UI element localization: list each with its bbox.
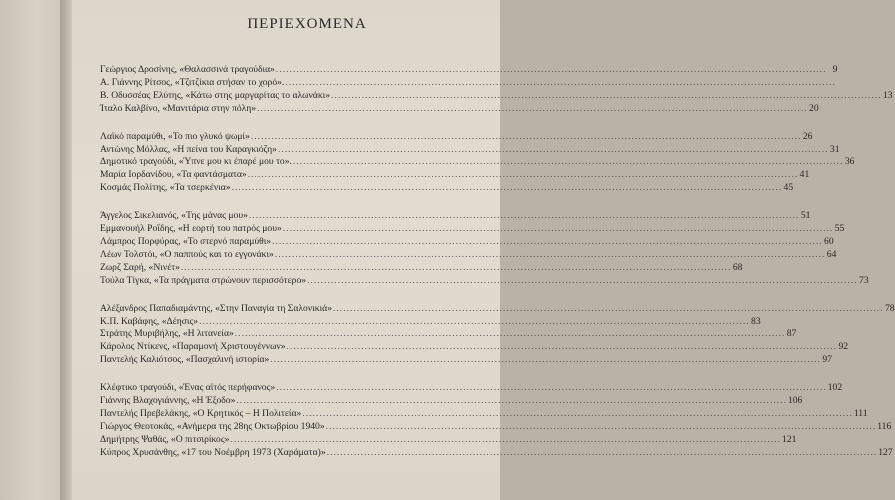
leader-dots [293,156,844,169]
toc-section-5 [100,382,893,459]
toc-entry-title: Κάρολος Ντίκενς, «Παραμονή Χριστουγέννων» [100,341,286,353]
left-page-edge [0,0,62,500]
toc-entry-title: Τούλα Τίγκα, «Τα πράγματα στρώνουν περισσότερο» [100,274,307,286]
toc-entry-title: Λάμπρος Πορφύρας, «Το στερνό παραμύθι» [100,235,272,247]
toc-page-number: 68 [732,261,743,273]
toc-page-number: 111 [853,407,868,419]
toc-page-number: 87 [786,328,797,340]
toc-entry [100,182,794,195]
leader-dots [283,223,834,236]
toc-page-number: 121 [782,433,797,445]
leader-dots [285,77,836,90]
toc-page-number: 106 [787,395,803,407]
toc-page-number: 41 [799,169,810,181]
toc-page-number: 64 [826,248,837,260]
toc-page-number: 13 [883,89,893,101]
toc-entry [100,433,797,447]
leader-dots [272,236,823,249]
toc-page-number: 83 [751,315,761,327]
toc-page-number: 97 [822,354,832,366]
toc-entry [100,130,813,144]
toc-entry [100,77,462,90]
toc-page-number: 31 [829,143,840,155]
leader-dots [307,275,858,288]
toc-page-number: 51 [800,210,811,222]
toc-page-number: 78 [884,302,895,314]
toc-page-number: 26 [802,130,813,142]
toc-entry-title: Γιάννης Βλαχογιάννης, «Η Έξοδο» [100,395,236,407]
toc-entry [100,446,893,460]
toc-entry-title: Στράτης Μυριβήλης, «Η λιτανεία» [100,328,234,340]
toc-entry-title: Κ.Π. Καβάφης, «Δέησις» [100,315,199,327]
toc-entry-title: Κλέφτικο τραγούδι, «Ένας αϊτός περήφανος» [100,382,276,394]
toc-entry [100,169,810,182]
toc-entry-title: Γιώργος Θεοτοκάς, «Ανήμερα της 28ης Οκτωβρίου 1940» [100,420,325,432]
leader-dots [270,354,821,367]
toc-entry [100,341,849,354]
toc-page-number: 127 [878,446,893,458]
leader-dots [331,90,882,103]
toc-entry-title: Ζωρζ Σαρή, «Νινέτ» [100,261,180,273]
leader-dots [333,303,884,316]
toc-entry-title: Μαρία Ιορδανίδου, «Τα φαντάσματα» [100,169,247,181]
toc-entry-title: Δημήτρης Ψαθάς, «Ο πιτσιρίκος» [100,433,230,445]
toc-page-number: 102 [827,382,843,394]
toc-entry [100,420,892,434]
toc-entry-title: Α. Γιάννης Ρίτσος, «Τζιτζίκια στήσαν το χορό». [100,76,285,88]
leader-dots [257,103,808,116]
leader-dots [276,64,827,77]
toc-entry [100,261,743,275]
toc-entry-title: Γεώργιος Δροσίνης, «Θαλασσινά τραγούδια» [100,64,275,75]
toc-section-2 [100,130,855,196]
toc-entry-title: Αλέξανδρος Παπαδιαμάντης, «Στην Παναγία τη Σαλονικιά» [100,302,332,314]
toc-section-3 [100,210,869,287]
leader-dots [248,169,799,182]
toc-entry [100,210,811,223]
leader-dots [251,131,802,144]
leader-dots [278,144,829,157]
leader-dots [287,341,838,354]
toc-entry [100,328,797,341]
page-title: ΠΕΡΙΕΧΟΜΕΝΑ [247,16,367,32]
leader-dots [181,262,732,275]
leader-dots [327,447,878,460]
toc-page-number: 9 [832,64,838,75]
toc-entry-title: Παντελής Πρεβελάκης, «Ο Κρητικός – Η Πολιτεία» [100,407,302,419]
toc-entry-title: Λαϊκό παραμύθι, «Το πιο γλυκό ψωμί» [100,130,250,142]
toc-entry-title: Παντελής Καλιότσος, «Πασχαλινή ιστορία» [100,354,270,366]
toc-entry [100,407,868,421]
leader-dots [230,434,781,447]
toc-page-number: 73 [859,274,869,286]
toc-entry [100,248,837,262]
toc-page-number: 45 [783,182,794,194]
toc-entry [100,302,895,316]
leader-dots [275,249,826,262]
toc-page-number: 20 [809,102,819,114]
toc-entry-title: Άγγελος Σικελιανός, «Της μάνας μου» [100,210,248,222]
toc-entry-title: Εμμανουήλ Ροΐδης, «Η εορτή του πατρός μου» [100,223,282,235]
toc-entry-title: Αντώνης Μόλλας, «Η πείνα του Καραγκιόζη» [100,143,277,155]
leader-dots [276,382,827,395]
toc-page-number: 60 [824,235,834,247]
toc-entry-title: Λέων Τολστόι, «Ο παππούς και το εγγονάκι» [100,248,274,260]
toc-entry [100,102,819,116]
toc-entry-title: Κύπρος Χρυσάνθης, «17 του Νοέμβρη 1973 (Χαράματα)» [100,446,326,458]
toc-page-number: 36 [844,156,855,168]
toc-section-4 [100,302,895,368]
table-of-contents [100,64,895,475]
toc-entry-title: Ίταλο Καλβίνο, «Μανιτάρια στην πόλη» [100,102,257,114]
toc-entry-title: Κοσμάς Πολίτης, «Τα τσερκένια» [100,182,231,194]
toc-entry [100,382,843,395]
toc-entry [100,235,834,249]
leader-dots [236,395,787,408]
leader-dots [199,316,750,329]
toc-page-number: 116 [877,420,892,432]
toc-entry [100,315,761,329]
toc-entry [100,89,893,103]
toc-entry [100,354,832,367]
leader-dots [232,182,783,195]
toc-section-1 [100,64,893,116]
toc-entry [100,395,803,408]
leader-dots [302,408,853,421]
toc-page-number: 55 [834,223,845,235]
toc-entry [100,274,869,288]
toc-entry-title: Δημοτικό τραγούδι, «Ύπνε μου κι έπαρέ μου το». [100,156,292,168]
toc-entry [100,223,845,236]
leader-dots [249,210,800,223]
toc-entry [100,156,855,169]
toc-entry-title: Β. Οδυσσέας Ελύτης, «Κάτω στης μαργαρίτας το αλωνάκι» [100,89,331,101]
leader-dots [326,421,877,434]
toc-entry [100,143,840,157]
leader-dots [235,328,786,341]
toc-page-number: 92 [838,341,849,353]
toc-entry [100,64,838,77]
